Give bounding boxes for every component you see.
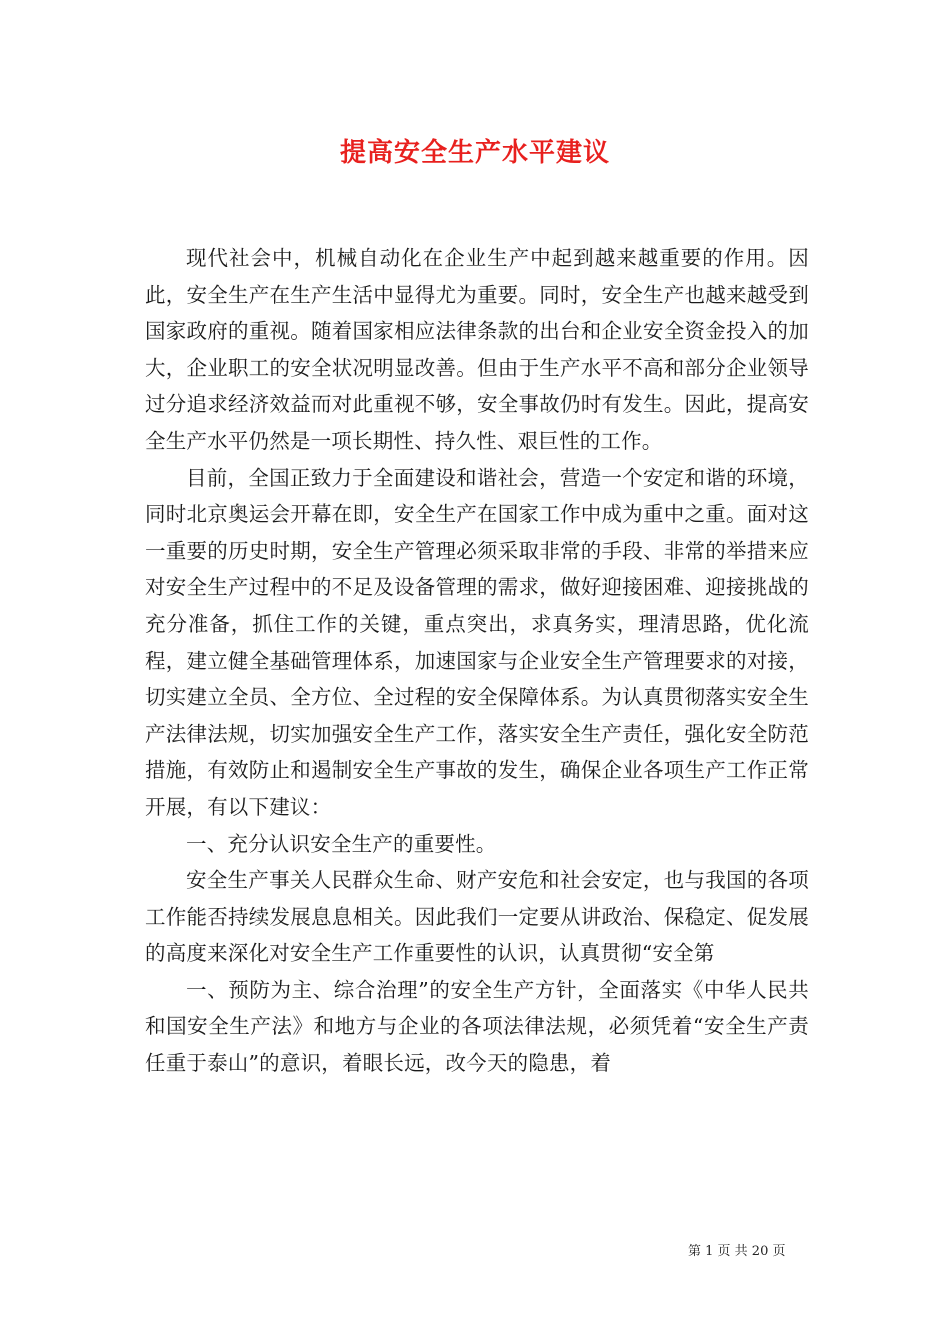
section-heading-1: 一、充分认识安全生产的重要性。 [186,831,497,856]
document-body [145,240,809,1082]
paragraph-3: 安全生产事关人民群众生命、财产安危和社会安定，也与我国的各项工作能否持续发展息息相关。因此我们一定要从讲政治、保稳定、促发展的高度来深化对安全生产工作重要性的认识，认真贯彻“安全第 [145,868,809,966]
page-number-footer: 第 1 页 共 20 页 [688,1244,786,1259]
paragraph-2: 目前，全国正致力于全面建设和谐社会，营造一个安定和谐的环境，同时北京奥运会开幕在即，安全生产在国家工作中成为重中之重。面对这一重要的历史时期，安全生产管理必须采取非常的手段、非常的举措来应对安全生产过程中的不足及设备管理的需求，做好迎接困难、迎接挑战的充分准备，抓住工作的关键，重点突出，求真务实，理清思路，优化流程，建立健全基础管理体系，加速国家与企业安全生产管理要求的对接，切实建立全员、全方位、全过程的安全保障体系。为认真贯彻落实安全生产法律法规，切实加强安全生产工作，落实安全生产责任，强化安全防范措施，有效防止和遏制安全生产事故的发生，确保企业各项生产工作正常开展，有以下建议： [145,465,809,819]
paragraph-4: 一、预防为主、综合治理”的安全生产方针，全面落实《中华人民共和国安全生产法》和地方与企业的各项法律法规，必须凭着“安全生产责任重于泰山”的意识，着眼长远，改今天的隐患，着 [145,977,809,1076]
document-title: 提高安全生产水平建议 [339,138,610,168]
paragraph-1: 现代社会中，机械自动化在企业生产中起到越来越重要的作用。因此，安全生产在生产生活中显得尤为重要。同时，安全生产也越来越受到国家政府的重视。随着国家相应法律条款的出台和企业安全资金投入的加大，企业职工的安全状况明显改善。但由于生产水平不高和部分企业领导过分追求经济效益而对此重视不够，安全事故仍时有发生。因此，提高安全生产水平仍然是一项长期性、持久性、艰巨性的工作。 [145,246,809,453]
